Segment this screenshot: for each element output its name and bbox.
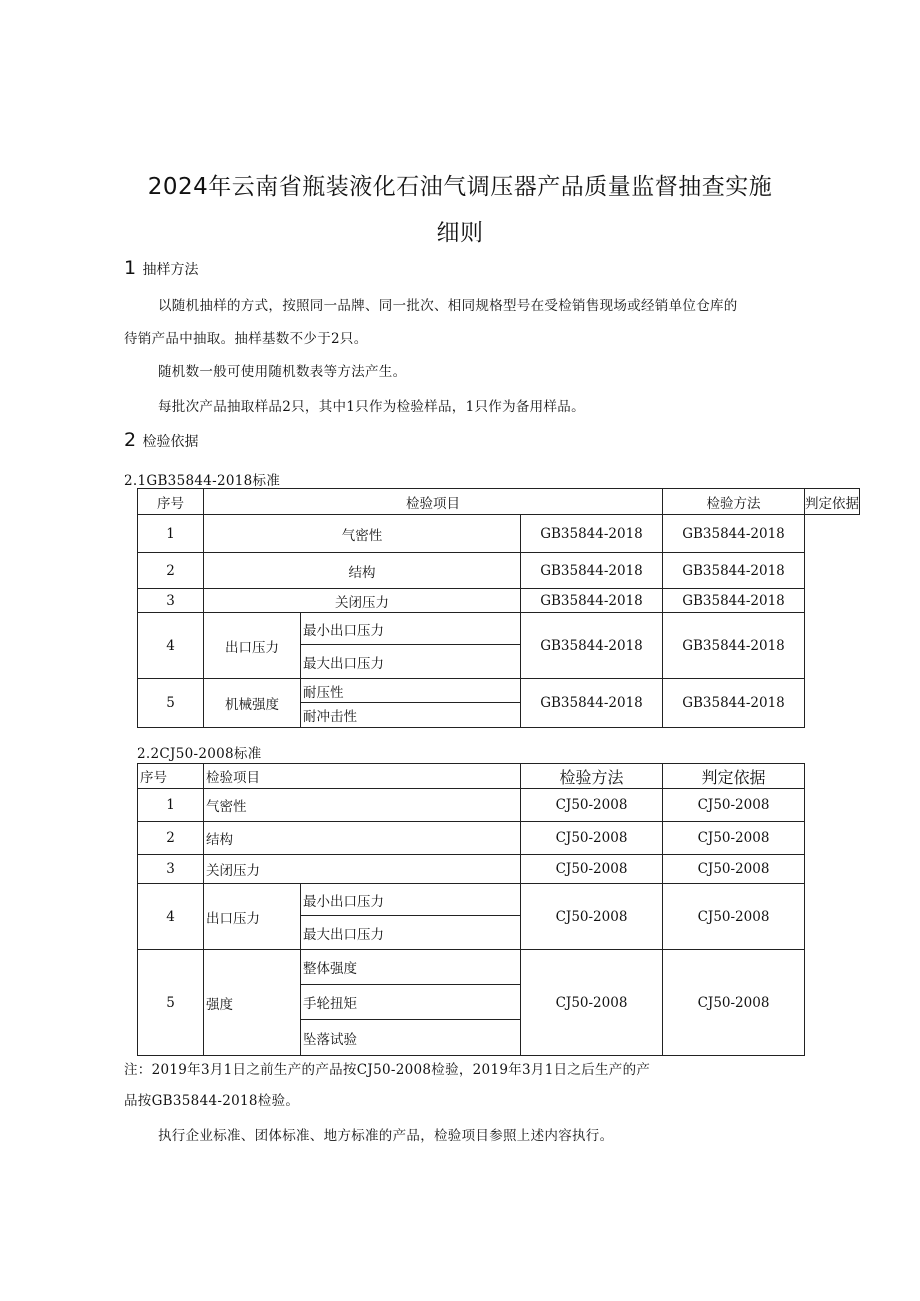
row-sub-item: 最大出口压力	[301, 916, 521, 950]
header-no: 序号	[138, 764, 204, 789]
row-no: 2	[138, 822, 204, 855]
row-method: CJ50-2008	[521, 789, 663, 822]
row-basis: CJ50-2008	[663, 884, 805, 950]
row-item: 出口压力	[204, 884, 301, 950]
section1-para2: 随机数一般可使用随机数表等方法产生。	[158, 364, 407, 380]
row-method: GB35844-2018	[521, 613, 663, 679]
note-line1: 注：2019年3月1日之前生产的产品按CJ50-2008检验，2019年3月1日之后生产的产	[124, 1062, 651, 1078]
table-row	[138, 589, 860, 613]
row-no: 2	[138, 553, 204, 589]
inspection-table-cj50	[137, 763, 805, 1056]
row-sub-item: 整体强度	[301, 950, 521, 985]
header-method: 检验方法	[663, 489, 805, 515]
row-sub-item: 耐压性	[301, 679, 521, 703]
section2-number: 2	[124, 429, 137, 451]
row-method: CJ50-2008	[521, 884, 663, 950]
table-row	[138, 789, 805, 822]
row-method: GB35844-2018	[521, 679, 663, 728]
table-row	[138, 553, 860, 589]
row-item: 出口压力	[204, 613, 301, 679]
section1-heading	[124, 257, 199, 279]
subsection-2-2-title: 2.2CJ50-2008标准	[137, 746, 262, 762]
row-no: 3	[138, 589, 204, 613]
row-no: 4	[138, 613, 204, 679]
header-basis: 判定依据	[663, 764, 805, 789]
row-no: 5	[138, 950, 204, 1056]
row-item: 气密性	[204, 515, 521, 553]
row-item: 机械强度	[204, 679, 301, 728]
row-sub-item: 最大出口压力	[301, 645, 521, 679]
row-method: CJ50-2008	[521, 855, 663, 884]
row-sub-item: 最小出口压力	[301, 884, 521, 916]
subsection-2-1-title: 2.1GB35844-2018标准	[124, 473, 281, 489]
header-method: 检验方法	[521, 764, 663, 789]
row-basis: GB35844-2018	[663, 679, 805, 728]
section1-para1-line2: 待销产品中抽取。抽样基数不少于2只。	[124, 331, 368, 347]
row-method: GB35844-2018	[521, 553, 663, 589]
header-item: 检验项目	[204, 489, 663, 515]
header-basis: 判定依据	[805, 489, 860, 515]
row-method: GB35844-2018	[521, 589, 663, 613]
table-row	[138, 613, 860, 645]
row-no: 1	[138, 789, 204, 822]
table-row	[138, 822, 805, 855]
final-paragraph: 执行企业标准、团体标准、地方标准的产品，检验项目参照上述内容执行。	[158, 1128, 614, 1144]
row-item: 强度	[204, 950, 301, 1056]
row-basis: CJ50-2008	[663, 822, 805, 855]
row-basis: CJ50-2008	[663, 789, 805, 822]
row-basis: GB35844-2018	[663, 613, 805, 679]
row-method: CJ50-2008	[521, 822, 663, 855]
row-no: 4	[138, 884, 204, 950]
row-item: 结构	[204, 553, 521, 589]
row-item: 结构	[204, 822, 521, 855]
table-header-row	[138, 764, 805, 789]
section2-title: 检验依据	[142, 434, 199, 450]
row-item: 关闭压力	[204, 589, 521, 613]
row-basis: GB35844-2018	[663, 553, 805, 589]
row-basis: GB35844-2018	[663, 515, 805, 553]
section1-para3: 每批次产品抽取样品2只，其中1只作为检验样品，1只作为备用样品。	[158, 399, 585, 415]
section1-para1-line1: 以随机抽样的方式，按照同一品牌、同一批次、相同规格型号在受检销售现场或经销单位仓库的	[158, 298, 738, 314]
row-item: 气密性	[204, 789, 521, 822]
row-item: 关闭压力	[204, 855, 521, 884]
row-sub-item: 手轮扭矩	[301, 985, 521, 1020]
doc-title-line1: 2024年云南省瓶装液化石油气调压器产品质量监督抽查实施	[147, 174, 773, 200]
table-row	[138, 950, 805, 985]
row-no: 5	[138, 679, 204, 728]
note-line2: 品按GB35844-2018检验。	[124, 1093, 300, 1109]
row-basis: CJ50-2008	[663, 950, 805, 1056]
section1-number: 1	[124, 257, 137, 279]
header-item: 检验项目	[204, 764, 521, 789]
row-method: CJ50-2008	[521, 950, 663, 1056]
section2-heading	[124, 429, 199, 451]
doc-title-line2: 细则	[436, 220, 484, 246]
section1-title: 抽样方法	[142, 262, 199, 278]
table-row	[138, 884, 805, 916]
row-sub-item: 坠落试验	[301, 1020, 521, 1056]
header-no: 序号	[138, 489, 204, 515]
table-row	[138, 855, 805, 884]
row-basis: GB35844-2018	[663, 589, 805, 613]
row-method: GB35844-2018	[521, 515, 663, 553]
row-no: 3	[138, 855, 204, 884]
row-sub-item: 最小出口压力	[301, 613, 521, 645]
inspection-table-gb35844	[137, 488, 860, 728]
row-basis: CJ50-2008	[663, 855, 805, 884]
table-row	[138, 679, 860, 703]
row-no: 1	[138, 515, 204, 553]
table-header-row	[138, 489, 860, 515]
row-sub-item: 耐冲击性	[301, 703, 521, 728]
table-row	[138, 515, 860, 553]
